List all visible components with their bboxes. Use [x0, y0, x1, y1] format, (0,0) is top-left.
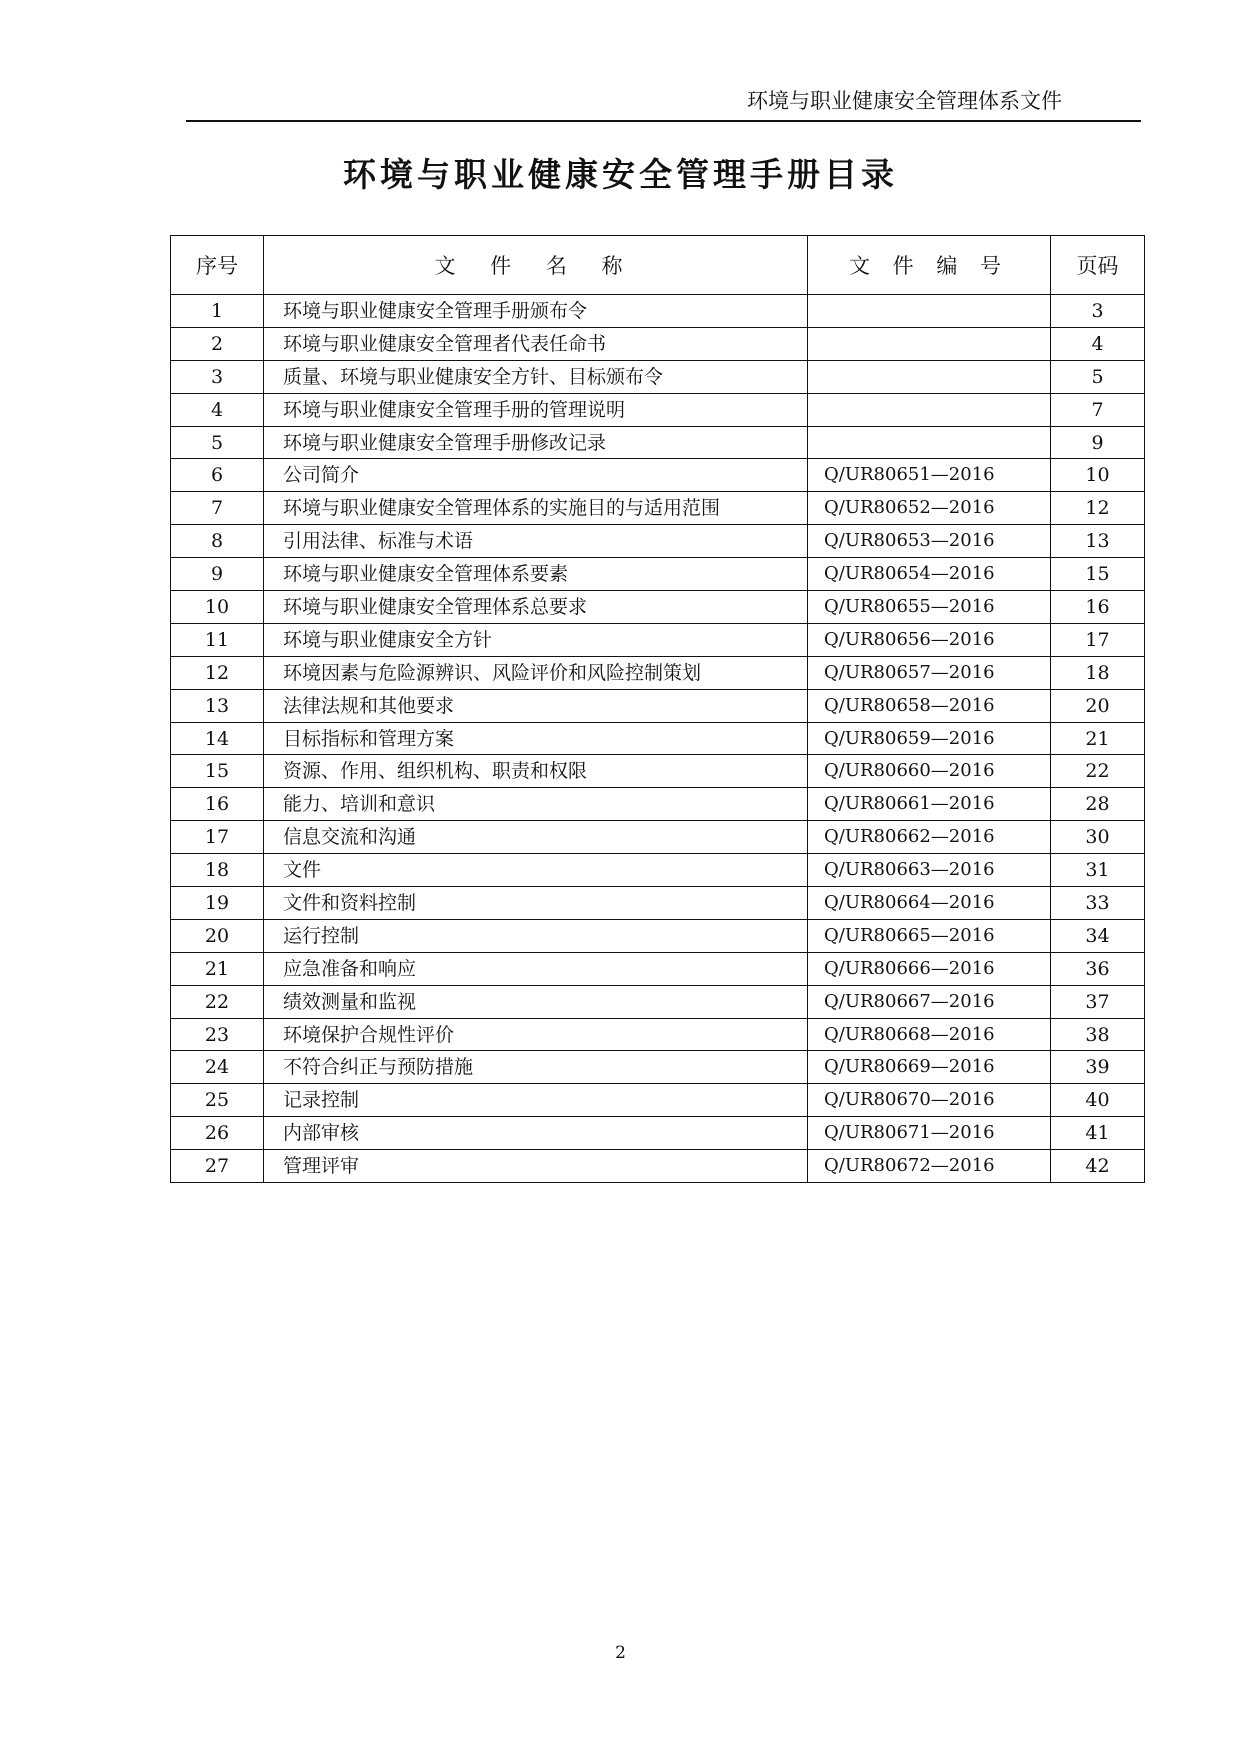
column-header-page: 页码	[1051, 236, 1145, 295]
page-ref: 42	[1051, 1150, 1145, 1183]
document-code: Q/UR80672—2016	[808, 1150, 1051, 1183]
document-name: 引用法律、标准与术语	[264, 525, 808, 558]
row-number: 8	[171, 525, 264, 558]
page-ref: 18	[1051, 656, 1145, 689]
document-code: Q/UR80655—2016	[808, 591, 1051, 624]
row-number: 22	[171, 985, 264, 1018]
document-code: Q/UR80653—2016	[808, 525, 1051, 558]
page-ref: 15	[1051, 558, 1145, 591]
document-code: Q/UR80658—2016	[808, 689, 1051, 722]
document-code: Q/UR80652—2016	[808, 492, 1051, 525]
document-code: Q/UR80660—2016	[808, 755, 1051, 788]
page-ref: 28	[1051, 788, 1145, 821]
table-row	[171, 1018, 1145, 1051]
page-ref: 31	[1051, 854, 1145, 887]
page-title: 环境与职业健康安全管理手册目录	[343, 155, 898, 194]
document-code: Q/UR80669—2016	[808, 1051, 1051, 1084]
document-code: Q/UR80657—2016	[808, 656, 1051, 689]
table-row	[171, 1150, 1145, 1183]
row-number: 21	[171, 952, 264, 985]
table-row	[171, 327, 1145, 360]
page-ref: 13	[1051, 525, 1145, 558]
row-number: 20	[171, 919, 264, 952]
table-row	[171, 426, 1145, 459]
table-header-row	[171, 236, 1145, 295]
table-row	[171, 525, 1145, 558]
document-name: 资源、作用、组织机构、职责和权限	[264, 755, 808, 788]
row-number: 3	[171, 360, 264, 393]
row-number: 1	[171, 295, 264, 328]
page-ref: 33	[1051, 887, 1145, 920]
table-row	[171, 295, 1145, 328]
row-number: 4	[171, 393, 264, 426]
table-row	[171, 722, 1145, 755]
row-number: 14	[171, 722, 264, 755]
table-row	[171, 393, 1145, 426]
document-name: 环境保护合规性评价	[264, 1018, 808, 1051]
table-row	[171, 1051, 1145, 1084]
row-number: 16	[171, 788, 264, 821]
document-code: Q/UR80667—2016	[808, 985, 1051, 1018]
document-name: 环境与职业健康安全管理者代表任命书	[264, 327, 808, 360]
running-header	[186, 86, 1141, 122]
page-ref: 30	[1051, 821, 1145, 854]
row-number: 24	[171, 1051, 264, 1084]
document-code: Q/UR80668—2016	[808, 1018, 1051, 1051]
document-name: 法律法规和其他要求	[264, 689, 808, 722]
table-row	[171, 623, 1145, 656]
row-number: 27	[171, 1150, 264, 1183]
document-name: 公司简介	[264, 459, 808, 492]
document-code: Q/UR80656—2016	[808, 623, 1051, 656]
table-row	[171, 985, 1145, 1018]
document-code: Q/UR80666—2016	[808, 952, 1051, 985]
document-code	[808, 327, 1051, 360]
document-code: Q/UR80664—2016	[808, 887, 1051, 920]
table-row	[171, 952, 1145, 985]
document-name: 记录控制	[264, 1084, 808, 1117]
document-code: Q/UR80659—2016	[808, 722, 1051, 755]
document-code: Q/UR80670—2016	[808, 1084, 1051, 1117]
row-number: 10	[171, 591, 264, 624]
document-code: Q/UR80661—2016	[808, 788, 1051, 821]
row-number: 9	[171, 558, 264, 591]
table-row	[171, 360, 1145, 393]
document-name: 文件和资料控制	[264, 887, 808, 920]
document-code: Q/UR80671—2016	[808, 1117, 1051, 1150]
document-name: 内部审核	[264, 1117, 808, 1150]
page-ref: 40	[1051, 1084, 1145, 1117]
document-name: 环境与职业健康安全管理体系总要求	[264, 591, 808, 624]
document-name: 能力、培训和意识	[264, 788, 808, 821]
document-name: 环境与职业健康安全方针	[264, 623, 808, 656]
running-header-text: 环境与职业健康安全管理体系文件	[747, 89, 1062, 113]
contents-table	[170, 235, 1145, 1183]
page-ref: 10	[1051, 459, 1145, 492]
document-code	[808, 295, 1051, 328]
table-row	[171, 887, 1145, 920]
page-ref: 21	[1051, 722, 1145, 755]
document-name: 文件	[264, 854, 808, 887]
document-code: Q/UR80663—2016	[808, 854, 1051, 887]
page-ref: 5	[1051, 360, 1145, 393]
page-ref: 34	[1051, 919, 1145, 952]
page-ref: 3	[1051, 295, 1145, 328]
table-row	[171, 1084, 1145, 1117]
document-name: 管理评审	[264, 1150, 808, 1183]
page-ref: 41	[1051, 1117, 1145, 1150]
table-row	[171, 459, 1145, 492]
page-ref: 12	[1051, 492, 1145, 525]
table-row	[171, 788, 1145, 821]
page-number: 2	[615, 1643, 626, 1663]
page-ref: 7	[1051, 393, 1145, 426]
document-name: 信息交流和沟通	[264, 821, 808, 854]
page-ref: 9	[1051, 426, 1145, 459]
document-name: 不符合纠正与预防措施	[264, 1051, 808, 1084]
document-name: 环境与职业健康安全管理手册颁布令	[264, 295, 808, 328]
column-header-name: 文 件 名 称	[264, 236, 808, 295]
document-code	[808, 360, 1051, 393]
row-number: 11	[171, 623, 264, 656]
table-row	[171, 689, 1145, 722]
page-ref: 16	[1051, 591, 1145, 624]
document-name: 环境因素与危险源辨识、风险评价和风险控制策划	[264, 656, 808, 689]
row-number: 7	[171, 492, 264, 525]
document-code	[808, 426, 1051, 459]
document-name: 环境与职业健康安全管理体系要素	[264, 558, 808, 591]
page-ref: 38	[1051, 1018, 1145, 1051]
table-row	[171, 1117, 1145, 1150]
table-row	[171, 558, 1145, 591]
row-number: 23	[171, 1018, 264, 1051]
row-number: 12	[171, 656, 264, 689]
column-header-number: 序号	[171, 236, 264, 295]
document-name: 环境与职业健康安全管理手册修改记录	[264, 426, 808, 459]
document-name: 质量、环境与职业健康安全方针、目标颁布令	[264, 360, 808, 393]
document-name: 绩效测量和监视	[264, 985, 808, 1018]
table-row	[171, 854, 1145, 887]
document-name: 目标指标和管理方案	[264, 722, 808, 755]
row-number: 18	[171, 854, 264, 887]
row-number: 2	[171, 327, 264, 360]
page-ref: 39	[1051, 1051, 1145, 1084]
row-number: 5	[171, 426, 264, 459]
document-code: Q/UR80662—2016	[808, 821, 1051, 854]
table-row	[171, 755, 1145, 788]
page-ref: 37	[1051, 985, 1145, 1018]
document-name: 环境与职业健康安全管理手册的管理说明	[264, 393, 808, 426]
table-row	[171, 591, 1145, 624]
row-number: 6	[171, 459, 264, 492]
document-name: 应急准备和响应	[264, 952, 808, 985]
table-row	[171, 919, 1145, 952]
page-ref: 17	[1051, 623, 1145, 656]
row-number: 13	[171, 689, 264, 722]
page-ref: 22	[1051, 755, 1145, 788]
document-code: Q/UR80654—2016	[808, 558, 1051, 591]
table-row	[171, 821, 1145, 854]
page-ref: 20	[1051, 689, 1145, 722]
row-number: 25	[171, 1084, 264, 1117]
document-code: Q/UR80665—2016	[808, 919, 1051, 952]
document-code	[808, 393, 1051, 426]
column-header-code: 文 件 编 号	[808, 236, 1051, 295]
table-row	[171, 492, 1145, 525]
row-number: 17	[171, 821, 264, 854]
document-name: 环境与职业健康安全管理体系的实施目的与适用范围	[264, 492, 808, 525]
row-number: 19	[171, 887, 264, 920]
row-number: 26	[171, 1117, 264, 1150]
page-ref: 4	[1051, 327, 1145, 360]
page-ref: 36	[1051, 952, 1145, 985]
table-body	[171, 295, 1145, 1183]
document-name: 运行控制	[264, 919, 808, 952]
table-row	[171, 656, 1145, 689]
row-number: 15	[171, 755, 264, 788]
document-code: Q/UR80651—2016	[808, 459, 1051, 492]
